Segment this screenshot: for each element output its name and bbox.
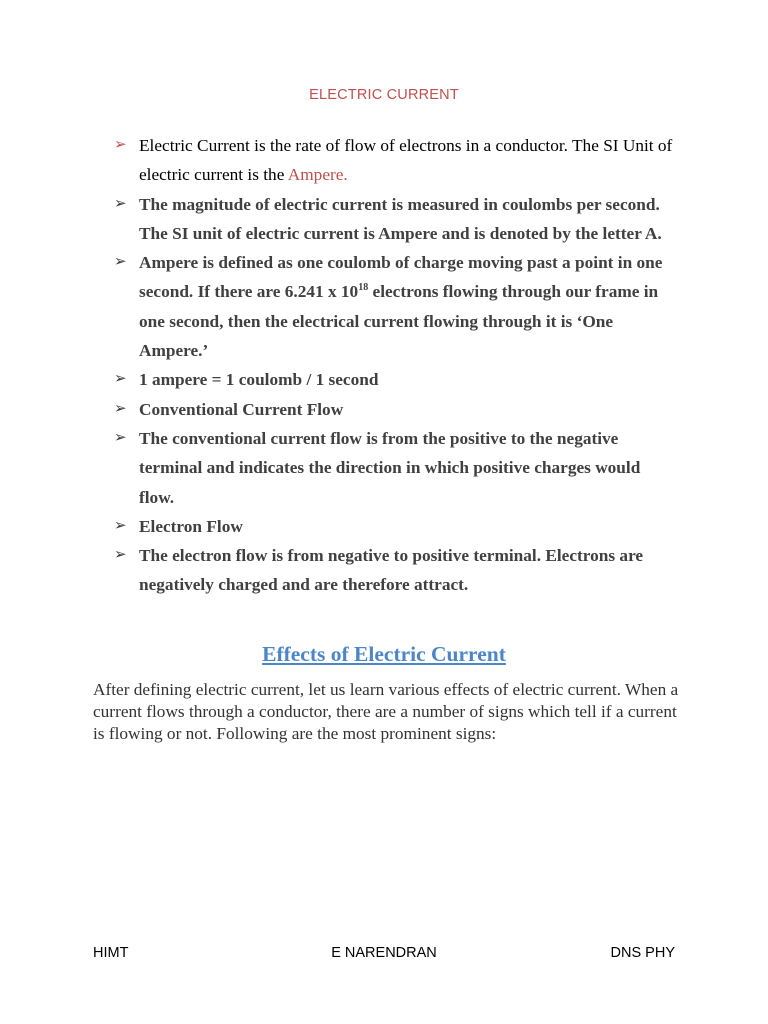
bullet-item: [114, 395, 674, 424]
ampere-highlight: Ampere.: [287, 165, 348, 185]
bullet-item: [114, 424, 674, 512]
bullet-text: 1 ampere = 1 coulomb / 1 second: [139, 370, 379, 390]
intro-paragraph: After defining electric current, let us learn various effects of electric current. When a current flows through a conductor, there are a number of signs which tell if a current is flowing or not. Following are the most prominent signs:: [93, 680, 679, 743]
bullet-item: [114, 248, 674, 365]
bullet-text: Conventional Current Flow: [139, 399, 344, 419]
bullet-item: [114, 190, 674, 249]
section-heading: Effects of Electric Current: [262, 642, 506, 666]
bullet-list: [114, 131, 674, 600]
bullet-text-part: Ampere is defined as one coulomb of charge moving past a point in one second. If there are 6.241 x 10: [139, 253, 663, 302]
bullet-text: Electron Flow: [139, 516, 243, 536]
bullet-text-part: electrons flowing through our frame in one second, then the electrical current flowing through it is ‘One Ampere.’: [139, 282, 659, 361]
exponent: 18: [358, 282, 369, 294]
bullet-text: [139, 253, 662, 360]
footer-center: E NARENDRAN: [331, 945, 437, 961]
arrowhead-icon: ➢: [114, 517, 127, 534]
arrowhead-icon: ➢: [114, 429, 127, 446]
arrowhead-icon: ➢: [114, 137, 127, 153]
bullet-text: The electron flow is from negative to positive terminal. Electrons are negatively charged and are therefore attract.: [139, 546, 644, 595]
bullet-item: [114, 541, 674, 600]
bullet-item: [114, 512, 674, 541]
footer-right: DNS PHY: [610, 945, 675, 961]
arrowhead-icon: ➢: [114, 371, 127, 388]
arrowhead-icon: ➢: [114, 254, 127, 271]
arrowhead-icon: ➢: [114, 547, 127, 564]
footer-left: HIMT: [93, 945, 129, 961]
arrowhead-icon: ➢: [114, 400, 127, 417]
arrowhead-icon: ➢: [114, 195, 127, 212]
bullet-text: The magnitude of electric current is measured in coulombs per second. The SI unit of electric current is Ampere and is denoted by the letter A.: [139, 194, 662, 243]
bullet-text: Electric Current is the rate of flow of electrons in a conductor. The SI Unit of electric current is the: [139, 136, 673, 185]
bullet-item: [114, 131, 674, 190]
bullet-item: [114, 365, 674, 394]
document-title: ELECTRIC CURRENT: [309, 87, 459, 103]
bullet-text: The conventional current flow is from the positive to the negative terminal and indicates the direction in which positive charges would flow.: [139, 428, 641, 507]
